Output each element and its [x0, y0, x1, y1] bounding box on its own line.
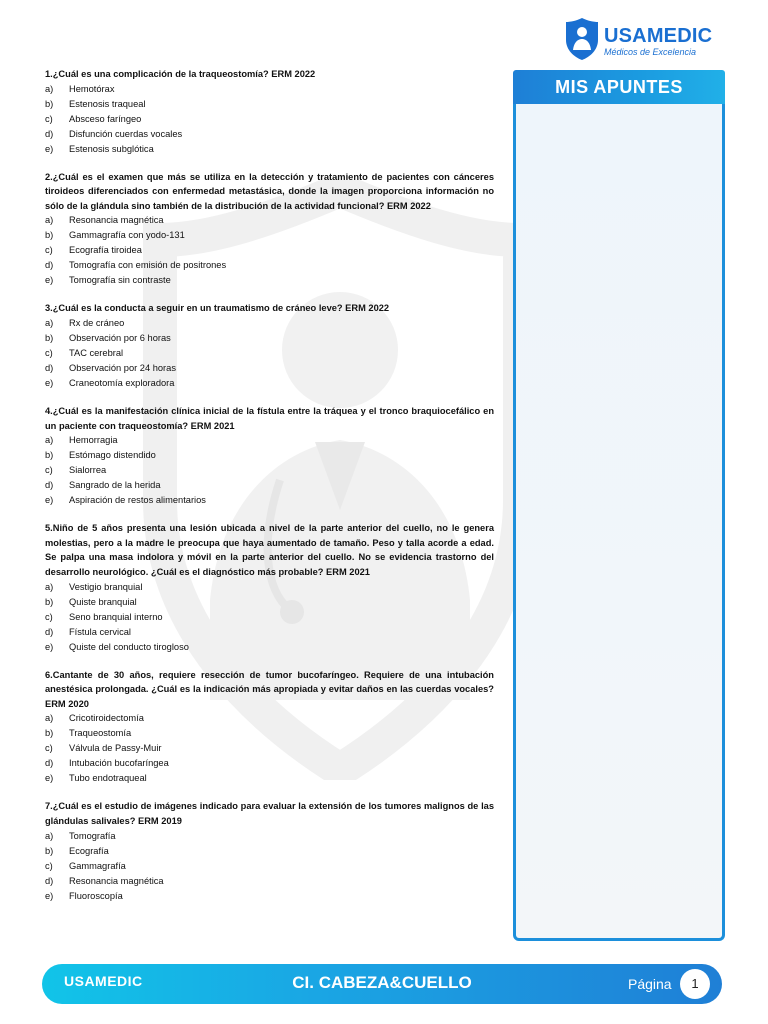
option-text: TAC cerebral — [69, 347, 124, 358]
answer-option — [45, 258, 494, 273]
footer-brand: USAMEDIC — [64, 973, 143, 989]
option-text: Quiste del conducto tirogloso — [69, 641, 189, 652]
option-letter: d) — [45, 260, 54, 271]
option-text: Tomografía con emisión de positrones — [69, 260, 227, 271]
answer-option — [45, 844, 494, 859]
answer-option — [45, 228, 494, 243]
answer-option — [45, 142, 494, 157]
page-footer — [42, 964, 722, 1004]
option-letter: e) — [45, 890, 54, 901]
question-item — [45, 404, 494, 508]
option-letter: a) — [45, 581, 54, 592]
logo-brand-name: USAMEDIC — [604, 25, 713, 47]
option-letter: b) — [45, 98, 54, 109]
answer-option — [45, 711, 494, 726]
option-text: Hemotórax — [69, 83, 115, 94]
answer-option — [45, 595, 494, 610]
question-text: 3.¿Cuál es la conducta a seguir en un traumatismo de cráneo leve? ERM 2022 — [45, 303, 390, 314]
answer-option — [45, 213, 494, 228]
answer-option — [45, 741, 494, 756]
option-text: Válvula de Passy-Muir — [69, 743, 162, 754]
option-letter: e) — [45, 143, 54, 154]
answer-option — [45, 376, 494, 391]
option-letter: e) — [45, 495, 54, 506]
question-text: 1.¿Cuál es una complicación de la traqueostomía? ERM 2022 — [45, 69, 316, 79]
option-letter: b) — [45, 845, 54, 856]
option-text: Gammagrafía con yodo-131 — [69, 230, 185, 241]
option-text: Observación por 6 horas — [69, 332, 171, 343]
question-text: 6.Cantante de 30 años, requiere resección de tumor bucofaríngeo. Requiere de una intubación anestésica prolongada. ¿Cuál es la indicación más apropiada y evitar daños en las cuerdas vocales? ERM 2020 — [45, 669, 494, 709]
option-letter: d) — [45, 128, 54, 139]
option-letter: e) — [45, 377, 54, 388]
option-letter: e) — [45, 275, 54, 286]
shield-doctor-icon — [564, 16, 600, 62]
option-letter: d) — [45, 875, 54, 886]
option-text: Fluoroscopía — [69, 890, 123, 901]
option-text: Vestigio branquial — [69, 581, 143, 592]
question-item — [45, 301, 494, 391]
question-item — [45, 799, 494, 903]
option-text: Hemorragia — [69, 435, 118, 446]
question-list — [45, 67, 494, 917]
option-letter: a) — [45, 83, 54, 94]
option-letter: a) — [45, 830, 54, 841]
notes-area[interactable] — [513, 100, 725, 941]
answer-option — [45, 463, 494, 478]
answer-option — [45, 243, 494, 258]
notes-panel-title: MIS APUNTES — [513, 70, 725, 104]
option-text: Craneotomía exploradora — [69, 377, 175, 388]
option-text: Estómago distendido — [69, 450, 156, 461]
brand-logo — [562, 14, 712, 64]
option-text: Aspiración de restos alimentarios — [69, 495, 206, 506]
question-item — [45, 521, 494, 654]
answer-option — [45, 361, 494, 376]
option-letter: d) — [45, 480, 54, 491]
option-letter: a) — [45, 215, 54, 226]
option-letter: c) — [45, 465, 53, 476]
logo-tagline: Médicos de Excelencia — [604, 47, 697, 57]
option-letter: b) — [45, 596, 54, 607]
option-text: Disfunción cuerdas vocales — [69, 128, 183, 139]
option-letter: c) — [45, 113, 53, 124]
option-letter: c) — [45, 245, 53, 256]
answer-option — [45, 127, 494, 142]
answer-option — [45, 640, 494, 655]
option-letter: c) — [45, 743, 53, 754]
option-text: Quiste branquial — [69, 596, 137, 607]
option-text: Seno branquial interno — [69, 611, 163, 622]
answer-option — [45, 859, 494, 874]
question-item — [45, 67, 494, 157]
option-text: Observación por 24 horas — [69, 362, 176, 373]
question-text: 4.¿Cuál es la manifestación clínica inicial de la fístula entre la tráquea y el tronco braquiocefálico en un paciente con traqueostomía? ERM 2021 — [45, 405, 494, 431]
answer-option — [45, 478, 494, 493]
option-text: Resonancia magnética — [69, 875, 164, 886]
option-text: Intubación bucofaríngea — [69, 758, 169, 769]
option-letter: e) — [45, 641, 54, 652]
question-text: 5.Niño de 5 años presenta una lesión ubicada a nivel de la parte anterior del cuello, no le genera molestias, pero a la madre le preocupa que haya aumentado de tamaño. Peso y talla acorde a edad. Se palpa una masa indolora y móvil en la parte anterior del cuello. No se evidencia trastorno del desarrollo neurológico. ¿Cuál es el diagnóstico más probable? ERM 2021 — [45, 523, 494, 577]
answer-option — [45, 580, 494, 595]
option-text: Tomografía sin contraste — [69, 275, 171, 286]
answer-option — [45, 771, 494, 786]
answer-option — [45, 316, 494, 331]
question-text: 2.¿Cuál es el examen que más se utiliza en la detección y tratamiento de pacientes con cánceres tiroideos diferenciados con enfermedad metastásica, donde la imagen proporciona información no sólo de la glándula sino también de la distribución de la actividad funcional? ERM 2022 — [45, 171, 494, 211]
option-text: Ecografía tiroidea — [69, 245, 142, 256]
answer-option — [45, 889, 494, 904]
option-letter: a) — [45, 317, 54, 328]
option-text: Traqueostomía — [69, 728, 132, 739]
option-letter: d) — [45, 758, 54, 769]
option-text: Tomografía — [69, 830, 116, 841]
answer-option — [45, 448, 494, 463]
question-item — [45, 170, 494, 289]
option-letter: d) — [45, 626, 54, 637]
notes-panel — [513, 70, 725, 944]
answer-option — [45, 625, 494, 640]
option-text: Absceso faríngeo — [69, 113, 142, 124]
answer-option — [45, 610, 494, 625]
option-letter: a) — [45, 713, 54, 724]
answer-option — [45, 493, 494, 508]
footer-title: CI. CABEZA&CUELLO — [292, 973, 472, 992]
option-text: Sangrado de la herida — [69, 480, 161, 491]
option-letter: a) — [45, 435, 54, 446]
answer-option — [45, 331, 494, 346]
page-number: 1 — [680, 969, 710, 999]
option-letter: c) — [45, 611, 53, 622]
option-text: Ecografía — [69, 845, 109, 856]
answer-option — [45, 756, 494, 771]
option-letter: c) — [45, 860, 53, 871]
option-letter: b) — [45, 230, 54, 241]
option-text: Estenosis traqueal — [69, 98, 146, 109]
answer-option — [45, 726, 494, 741]
option-text: Rx de cráneo — [69, 317, 125, 328]
option-letter: b) — [45, 332, 54, 343]
answer-option — [45, 874, 494, 889]
page-label: Página — [628, 976, 672, 992]
answer-option — [45, 433, 494, 448]
answer-option — [45, 112, 494, 127]
option-letter: d) — [45, 362, 54, 373]
option-text: Resonancia magnética — [69, 215, 164, 226]
answer-option — [45, 82, 494, 97]
option-text: Fístula cervical — [69, 626, 131, 637]
option-text: Estenosis subglótica — [69, 143, 154, 154]
option-letter: e) — [45, 773, 54, 784]
option-text: Gammagrafía — [69, 860, 126, 871]
answer-option — [45, 829, 494, 844]
option-text: Sialorrea — [69, 465, 107, 476]
answer-option — [45, 97, 494, 112]
question-item — [45, 668, 494, 787]
option-text: Tubo endotraqueal — [69, 773, 147, 784]
answer-option — [45, 346, 494, 361]
option-letter: c) — [45, 347, 53, 358]
option-letter: b) — [45, 450, 54, 461]
option-letter: b) — [45, 728, 54, 739]
answer-option — [45, 273, 494, 288]
question-text: 7.¿Cuál es el estudio de imágenes indicado para evaluar la extensión de los tumores malignos de las glándulas salivales? ERM 2019 — [45, 801, 494, 826]
option-text: Cricotiroidectomía — [69, 713, 144, 724]
